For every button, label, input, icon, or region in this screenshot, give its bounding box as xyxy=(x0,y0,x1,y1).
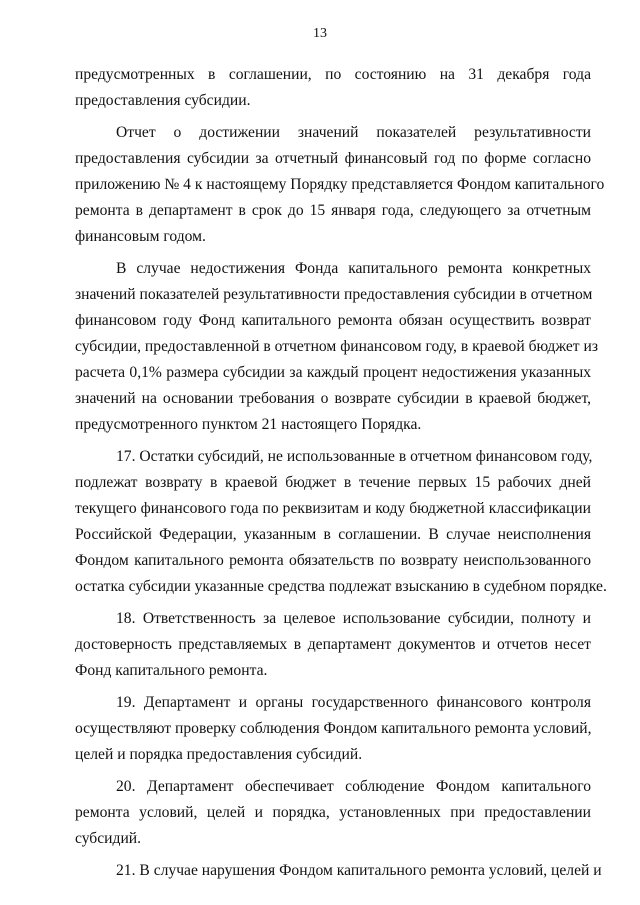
paragraph-p3 xyxy=(75,444,607,600)
text-line: субсидий. xyxy=(75,830,142,847)
text-line: расчета 0,1% размера субсидии за каждый процент недостижения указанных xyxy=(75,364,591,381)
paragraph-p0 xyxy=(75,62,591,114)
text-line: ремонта в департамент в срок до 15 января года, следующего за отчетным xyxy=(75,202,591,219)
text-line: значений показателей результативности предоставления субсидии в отчетном xyxy=(75,286,593,303)
text-line: предоставления субсидии за отчетный финансовый год по форме согласно xyxy=(75,150,591,167)
text-line: 20. Департамент обеспечивает соблюдение Фондом капитального xyxy=(116,778,591,795)
text-line: финансовым годом. xyxy=(75,228,206,245)
paragraph-p5 xyxy=(75,690,591,768)
text-line: 18. Ответственность за целевое использование субсидии, полноту и xyxy=(116,610,591,627)
text-line: ремонта условий, целей и порядка, установленных при предоставлении xyxy=(75,804,591,821)
paragraph-p4 xyxy=(75,606,591,684)
text-line: значений на основании требования о возврате субсидии в краевой бюджет, xyxy=(75,390,591,407)
text-line: предоставления субсидии. xyxy=(75,92,251,109)
text-line: Отчет о достижении значений показателей результативности xyxy=(116,124,591,141)
text-line: финансовом году Фонд капитального ремонта обязан осуществить возврат xyxy=(75,312,591,329)
paragraph-p6 xyxy=(75,774,591,852)
paragraph-p7 xyxy=(75,858,602,884)
text-line: 19. Департамент и органы государственного финансового контроля xyxy=(116,694,591,711)
text-line: В случае недостижения Фонда капитального ремонта конкретных xyxy=(116,260,591,277)
text-line: приложению № 4 к настоящему Порядку представляется Фондом капитального xyxy=(75,176,605,193)
text-line: осуществляют проверку соблюдения Фондом капитального ремонта условий, xyxy=(75,720,592,737)
text-line: достоверность представляемых в департамент документов и отчетов несет xyxy=(75,636,591,653)
page-number: 13 xyxy=(313,26,327,41)
text-line: остатка субсидии указанные средства подлежат взысканию в судебном порядке. xyxy=(75,578,607,595)
text-line: Фондом капитального ремонта обязательств по возврату неиспользованного xyxy=(75,552,591,569)
text-line: 21. В случае нарушения Фондом капитального ремонта условий, целей и xyxy=(116,862,602,879)
text-line: Фонд капитального ремонта. xyxy=(75,662,268,679)
text-line: Российской Федерации, указанным в соглашении. В случае неисполнения xyxy=(75,526,591,543)
text-line: подлежат возврату в краевой бюджет в течение первых 15 рабочих дней xyxy=(75,474,591,491)
paragraph-p1 xyxy=(75,120,605,250)
text-line: предусмотренного пунктом 21 настоящего Порядка. xyxy=(75,416,422,433)
document-body xyxy=(75,62,607,890)
paragraph-p2 xyxy=(75,256,599,438)
text-line: предусмотренных в соглашении, по состоянию на 31 декабря года xyxy=(75,66,591,83)
text-line: 17. Остатки субсидий, не использованные в отчетном финансовом году, xyxy=(116,448,593,465)
text-line: текущего финансового года по реквизитам и коду бюджетной классификации xyxy=(75,500,591,517)
text-line: целей и порядка предоставления субсидий. xyxy=(75,746,363,763)
text-line: субсидии, предоставленной в отчетном финансовом году, в краевой бюджет из xyxy=(75,338,599,355)
